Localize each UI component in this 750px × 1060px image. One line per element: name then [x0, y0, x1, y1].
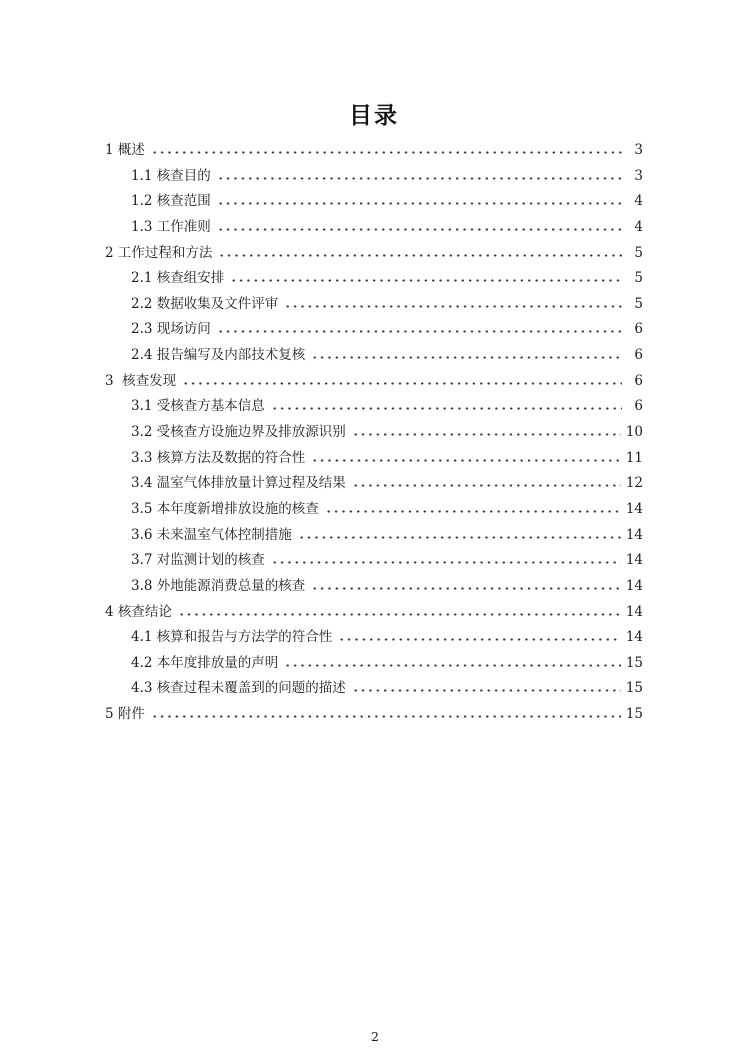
- dot-leader: [151, 151, 622, 154]
- toc-entry-label: 4.2 本年度排放量的声明: [131, 654, 279, 671]
- toc-entry-label: 2.1 核查组安排: [131, 270, 225, 287]
- dot-leader: [352, 689, 621, 692]
- toc-entry[interactable]: [105, 600, 643, 626]
- toc-entry[interactable]: [105, 241, 643, 267]
- toc-entry-label: 2.4 报告编写及内部技术复核: [131, 347, 306, 364]
- toc-entry-label: 3.7 对监测计划的核查: [131, 552, 265, 569]
- toc-entry[interactable]: [105, 497, 643, 523]
- dot-leader: [182, 382, 622, 385]
- toc-entry-page: 5: [634, 270, 643, 287]
- dot-leader: [217, 177, 622, 180]
- toc-entry-page: 10: [625, 424, 643, 441]
- toc-entry[interactable]: [105, 317, 643, 343]
- toc-entry-label: 5 附件: [105, 706, 145, 723]
- toc-entry-page: 15: [625, 706, 643, 723]
- toc-entry-label: 4.1 核算和报告与方法学的符合性: [131, 629, 333, 646]
- toc-entry-label: 3.4 温室气体排放量计算过程及结果: [131, 475, 346, 492]
- dot-leader: [352, 433, 621, 436]
- toc-entry-page: 15: [625, 680, 643, 697]
- dot-leader: [298, 536, 621, 539]
- toc-entry[interactable]: [105, 164, 643, 190]
- dot-leader: [178, 613, 621, 616]
- toc-entry-label: 3.6 未来温室气体控制措施: [131, 526, 292, 543]
- dot-leader: [217, 228, 622, 231]
- toc-entry[interactable]: [105, 651, 643, 677]
- toc-entry-page: 4: [634, 218, 643, 235]
- toc-entry[interactable]: [105, 189, 643, 215]
- toc-entry[interactable]: [105, 625, 643, 651]
- toc-entry-label: 2.2 数据收集及文件评审: [131, 295, 279, 312]
- toc-entry-label: 3.5 本年度新增排放设施的核查: [131, 500, 319, 517]
- toc-entry[interactable]: [105, 138, 643, 164]
- dot-leader: [271, 561, 621, 564]
- toc-entry-page: 14: [625, 526, 643, 543]
- dot-leader: [311, 459, 621, 462]
- toc-entry[interactable]: [105, 266, 643, 292]
- toc-entry-label: 3.8 外地能源消费总量的核查: [131, 577, 306, 594]
- dot-leader: [311, 587, 621, 590]
- toc-entry[interactable]: [105, 369, 643, 395]
- toc-entry-label: 2.3 现场访问: [131, 321, 211, 338]
- toc-entry-page: 14: [625, 552, 643, 569]
- toc-entry-page: 6: [634, 321, 643, 338]
- toc-entry[interactable]: [105, 702, 643, 728]
- table-of-contents: [105, 138, 643, 728]
- toc-entry[interactable]: [105, 394, 643, 420]
- toc-entry[interactable]: [105, 574, 643, 600]
- toc-entry-page: 6: [634, 372, 643, 389]
- toc-entry[interactable]: [105, 292, 643, 318]
- toc-entry-label: 3.3 核算方法及数据的符合性: [131, 449, 306, 466]
- dot-leader: [217, 330, 622, 333]
- toc-entry-page: 6: [634, 398, 643, 415]
- toc-entry-page: 14: [625, 603, 643, 620]
- toc-entry-page: 12: [625, 475, 643, 492]
- toc-entry-label: 1.2 核查范围: [131, 193, 211, 210]
- toc-entry[interactable]: [105, 471, 643, 497]
- toc-entry-label: 4 核查结论: [105, 603, 172, 620]
- toc-entry-page: 14: [625, 500, 643, 517]
- toc-entry-page: 5: [634, 244, 643, 261]
- toc-entry-page: 11: [625, 449, 643, 466]
- toc-entry-label: 1.3 工作准则: [131, 218, 211, 235]
- toc-entry[interactable]: [105, 523, 643, 549]
- toc-entry[interactable]: [105, 676, 643, 702]
- toc-entry[interactable]: [105, 548, 643, 574]
- footer-page-number: 2: [371, 1029, 379, 1044]
- toc-entry-page: 14: [625, 577, 643, 594]
- dot-leader: [284, 664, 621, 667]
- dot-leader: [284, 305, 622, 308]
- dot-leader: [338, 638, 621, 641]
- dot-leader: [325, 510, 621, 513]
- dot-leader: [311, 356, 622, 359]
- dot-leader: [230, 279, 622, 282]
- toc-entry[interactable]: [105, 420, 643, 446]
- dot-leader: [217, 202, 622, 205]
- dot-leader: [271, 407, 622, 410]
- toc-entry-label: 3 核查发现: [105, 372, 177, 389]
- toc-entry-label: 4.3 核查过程未覆盖到的问题的描述: [131, 680, 346, 697]
- toc-entry-page: 3: [634, 167, 643, 184]
- dot-leader: [218, 254, 622, 257]
- toc-entry-page: 4: [634, 193, 643, 210]
- toc-entry-page: 3: [634, 142, 643, 158]
- page-title: 目录: [349, 102, 399, 129]
- toc-entry-page: 5: [634, 295, 643, 312]
- dot-leader: [352, 484, 621, 487]
- toc-entry-label: 2 工作过程和方法: [105, 244, 213, 261]
- toc-entry[interactable]: [105, 215, 643, 241]
- toc-entry-page: 6: [634, 347, 643, 364]
- toc-entry-page: 15: [625, 654, 643, 671]
- toc-entry[interactable]: [105, 343, 643, 369]
- toc-entry-label: 1.1 核查目的: [131, 167, 211, 184]
- dot-leader: [151, 715, 621, 718]
- toc-entry-label: 1 概述: [105, 142, 145, 158]
- toc-entry-page: 14: [625, 629, 643, 646]
- toc-entry-label: 3.2 受核查方设施边界及排放源识别: [131, 424, 346, 441]
- toc-entry-label: 3.1 受核查方基本信息: [131, 398, 265, 415]
- toc-entry[interactable]: [105, 446, 643, 472]
